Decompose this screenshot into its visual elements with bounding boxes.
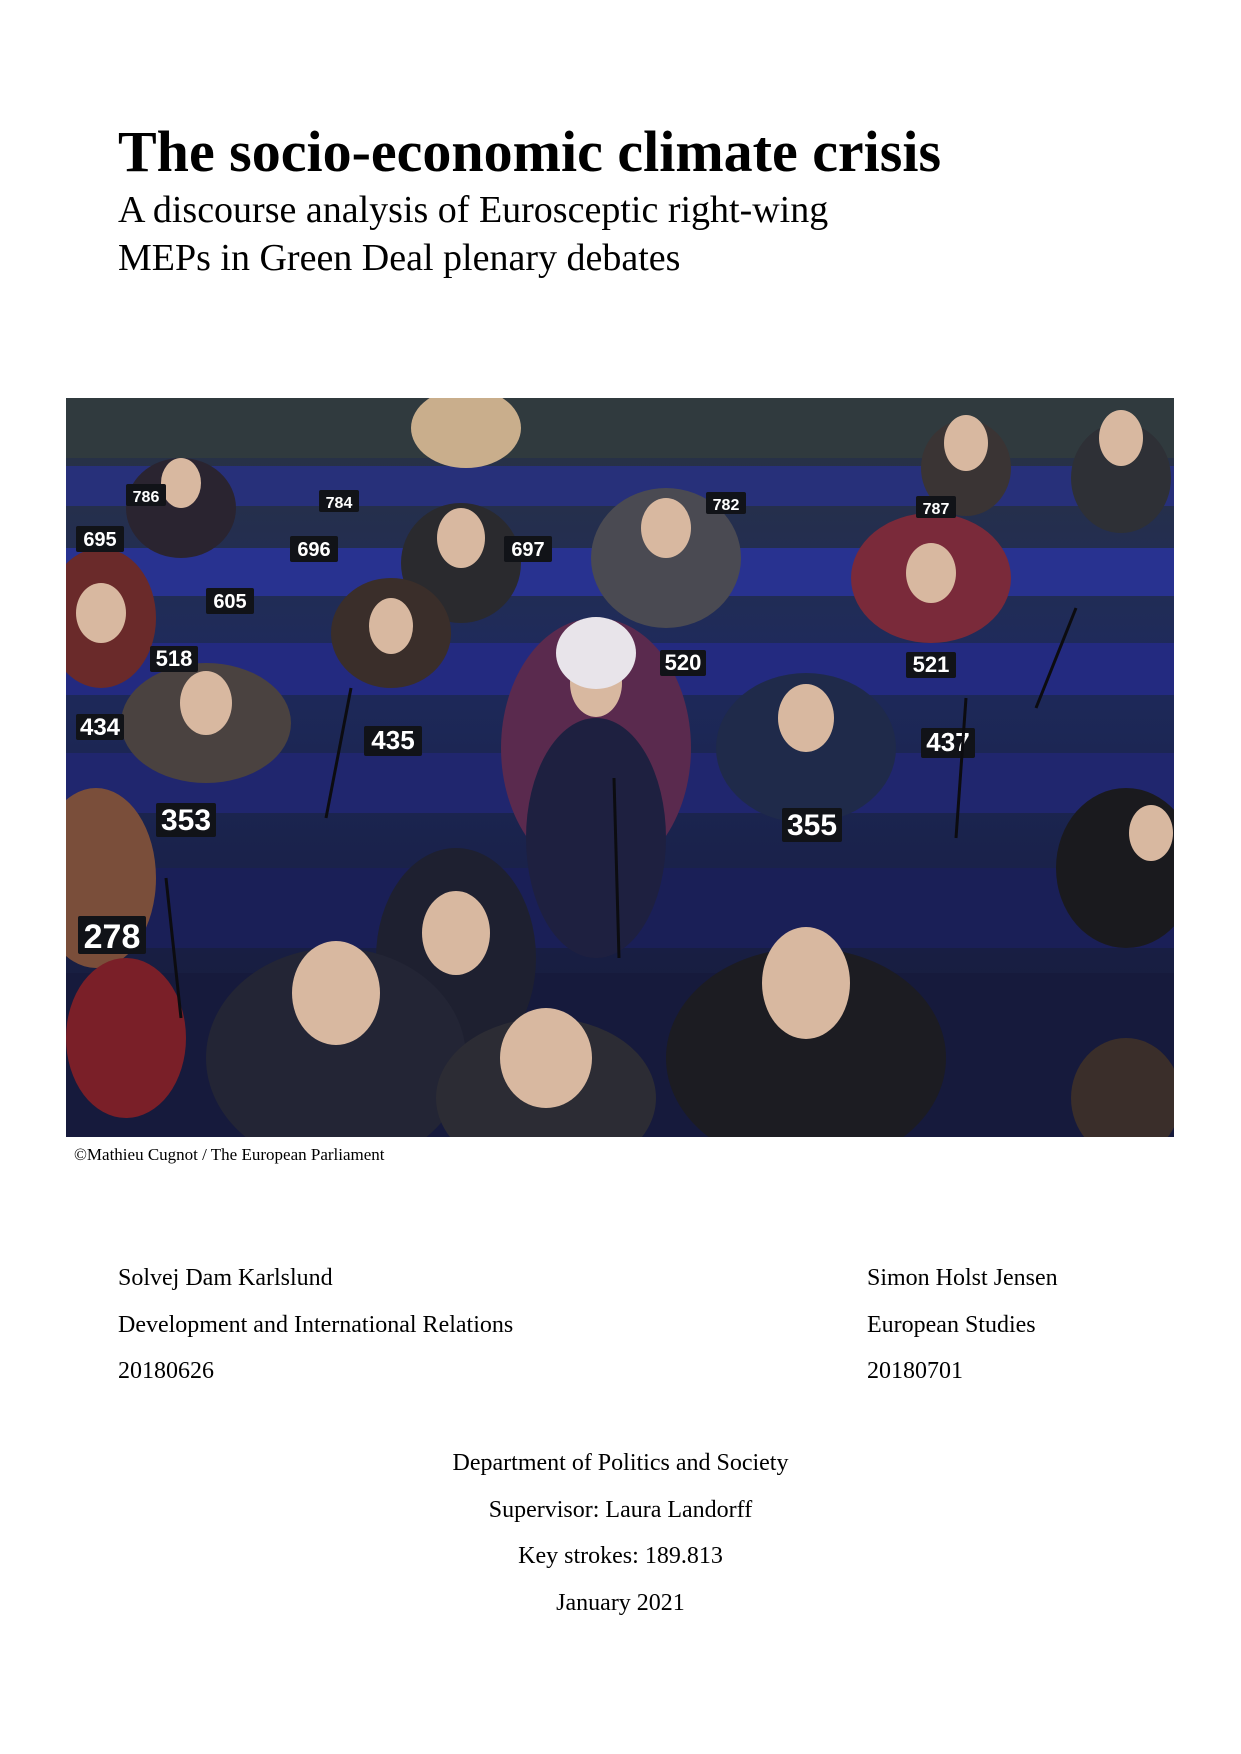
document-title: The socio-economic climate crisis (118, 119, 942, 184)
supervisor: Supervisor: Laura Landorff (488, 1496, 753, 1523)
seat-number: 518 (155, 646, 193, 671)
seat-number: 697 (511, 539, 545, 561)
seat-number: 278 (83, 918, 141, 956)
seat-number: 521 (912, 652, 950, 677)
seat-number: 786 (132, 489, 160, 506)
keystrokes: Key strokes: 189.813 (518, 1543, 723, 1569)
seat-number: 695 (83, 529, 117, 551)
seat-number: 605 (213, 591, 247, 613)
author-student-id: 20180626 (118, 1358, 214, 1384)
author-name: Simon Holst Jensen (867, 1265, 1058, 1291)
author-name: Solvej Dam Karlslund (118, 1265, 333, 1291)
submission-date: January 2021 (556, 1589, 685, 1616)
author-block-1 (118, 1255, 513, 1395)
seat-number: 437 (926, 727, 970, 757)
author-program: European Studies (867, 1311, 1036, 1338)
parliament-plenary-photo (66, 398, 1174, 1137)
photo-credit: ©Mathieu Cugnot / The European Parliament (74, 1145, 385, 1164)
department: Department of Politics and Society (452, 1450, 789, 1476)
author-student-id: 20180701 (867, 1358, 963, 1384)
seat-number: 520 (664, 650, 702, 675)
subtitle-line-2: MEPs in Green Deal plenary debates (118, 237, 681, 279)
document-subtitle (118, 186, 1018, 282)
seat-number: 355 (786, 809, 838, 842)
seat-number: 784 (325, 495, 353, 512)
seat-number: 435 (371, 725, 415, 755)
seat-number: 696 (297, 539, 331, 561)
seat-number: 782 (712, 497, 740, 514)
subtitle-line-1: A discourse analysis of Eurosceptic right-wing (118, 189, 829, 231)
seat-number: 353 (160, 804, 212, 837)
seat-number: 434 (79, 714, 121, 741)
author-block-2 (867, 1255, 1058, 1395)
cover-footer (0, 1440, 1241, 1626)
author-program: Development and International Relations (118, 1311, 514, 1338)
cover-photo (66, 398, 1174, 1137)
seat-number: 787 (922, 501, 950, 518)
